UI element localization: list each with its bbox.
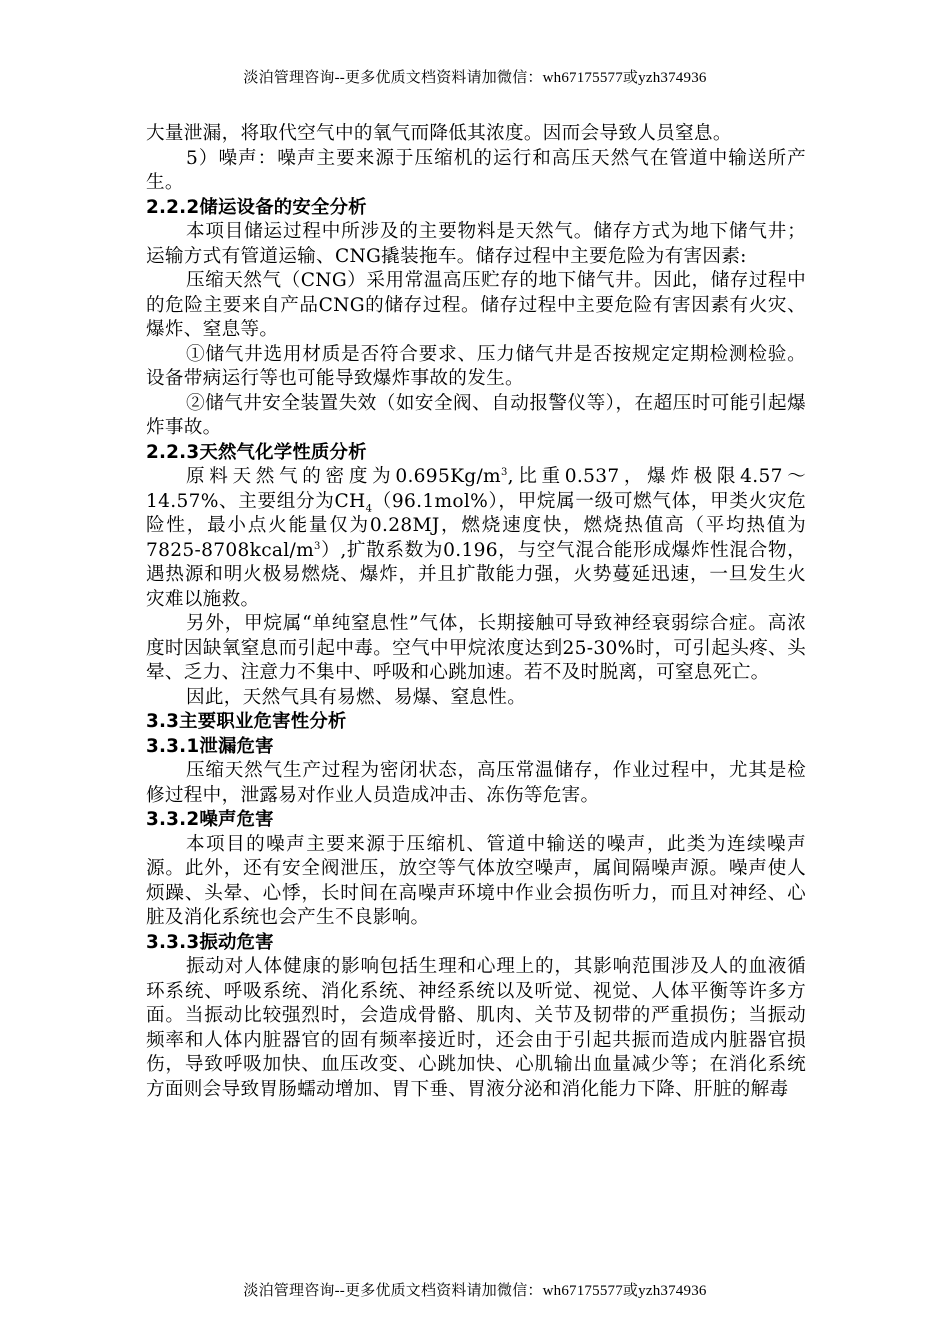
paragraph-summary: 因此，天然气具有易燃、易爆、窒息性。 — [186, 686, 527, 708]
paragraph-asphyxiation: 另外，甲烷属“单纯窒息性”气体，长期接触可导致神经衰弱综合症。高浓度时因缺氧窒息而引起中毒。空气中甲烷浓度达到25-30%时，可引起头疼、头晕、乏力、注意力不集中、呼吸和心跳加速。若不及时脱离，可窒息死亡。 — [146, 613, 806, 683]
paragraph-cng-storage: 压缩天然气（CNG）采用常温高压贮存的地下储气井。因此，储存过程中的危险主要来自产品CNG的储存过程。储存过程中主要危险有害因素有火灾、爆炸、窒息等。 — [146, 270, 806, 340]
paragraph-item-2: ②储气井安全装置失效（如安全阀、自动报警仪等），在超压时可能引起爆炸事故。 — [146, 392, 806, 438]
paragraph-storage-overview: 本项目储运过程中所涉及的主要物料是天然气。储存方式为地下储气井；运输方式有管道运输、CNG撬装拖车。储存过程中主要危险为有害因素: — [146, 221, 806, 267]
paragraph-item-1: ①储气井选用材质是否符合要求、压力储气井是否按规定定期检测检验。设备带病运行等也可能导致爆炸事故的发生。 — [146, 343, 806, 389]
page-header: 淡泊管理咨询--更多优质文档资料请加微信：wh67175577或yzh374936 — [243, 70, 707, 86]
gas-properties-part-d: ）,扩散系数为0.196，与空气混合能形成爆炸性混合物，遇热源和明火极易燃烧、爆炸，并且扩散能力强，火势蔓延迅速，一旦发生火灾难以施救。 — [146, 539, 806, 610]
superscript-3: 3 — [500, 466, 508, 478]
subscript-4: 4 — [365, 503, 373, 515]
page-footer: 淡泊管理咨询--更多优质文档资料请加微信：wh67175577或yzh374936 — [243, 1283, 707, 1299]
paragraph-leak-continued: 大量泄漏，将取代空气中的氧气而降低其浓度。因而会导致人员窒息。 — [146, 123, 732, 144]
heading-3-3-3: 3.3.3振动危害 — [146, 931, 274, 953]
heading-2-2-3: 2.2.3天然气化学性质分析 — [146, 441, 367, 463]
heading-3-3-2: 3.3.2噪声危害 — [146, 809, 274, 830]
paragraph-noise: 5）噪声：噪声主要来源于压缩机的运行和高压天然气在管道中输送所产生。 — [146, 147, 806, 193]
paragraph-vibration-hazard: 振动对人体健康的影响包括生理和心理上的，其影响范围涉及人的血液循环系统、呼吸系统、消化系统、神经系统以及听觉、视觉、人体平衡等许多方面。当振动比较强烈时，会造成骨骼、肌肉、关节及韧带的严重损伤；当振动频率和人体内脏器官的固有频率接近时，还会由于引起共振而造成内脏器官损伤，导致呼吸加快、血压改变、心跳加快、心肌输出血量减少等；在消化系统方面则会导致胃肠蠕动增加、胃下垂、胃液分泌和消化能力下降、肝脏的解毒 — [146, 956, 806, 1100]
paragraph-leak-hazard: 压缩天然气生产过程为密闭状态，高压常温储存，作业过程中，尤其是检修过程中，泄露易对作业人员造成冲击、冻伤等危害。 — [146, 760, 806, 806]
gas-properties-part-c: （96.1mol%），甲烷属一级可燃气体，甲类火灾危险性，最小点火能量仅为0.28MJ，燃烧速度快，燃烧热值高（平均热值为7825-8708kcal/m — [146, 490, 806, 561]
paragraph-noise-hazard: 本项目的噪声主要来源于压缩机、管道中输送的噪声，此类为连续噪声源。此外，还有安全阀泄压，放空等气体放空噪声，属间隔噪声源。噪声使人烦躁、头晕、心悸，长时间在高噪声环境中作业会损伤听力，而且对神经、心脏及消化系统也会产生不良影响。 — [146, 833, 806, 928]
superscript-3b: 3 — [314, 540, 321, 552]
paragraph-gas-properties — [146, 465, 806, 612]
document-body — [146, 122, 806, 1102]
gas-properties-part-b: ,比重0.537，爆炸极限4.57～14.57%、主要组分为CH — [146, 466, 806, 512]
gas-properties-part-a: 原料天然气的密度为0.695Kg/m — [186, 466, 501, 487]
heading-3-3: 3.3主要职业危害性分析 — [146, 711, 347, 732]
heading-2-2-2: 2.2.2储运设备的安全分析 — [146, 196, 367, 218]
heading-3-3-1: 3.3.1泄漏危害 — [146, 735, 274, 757]
